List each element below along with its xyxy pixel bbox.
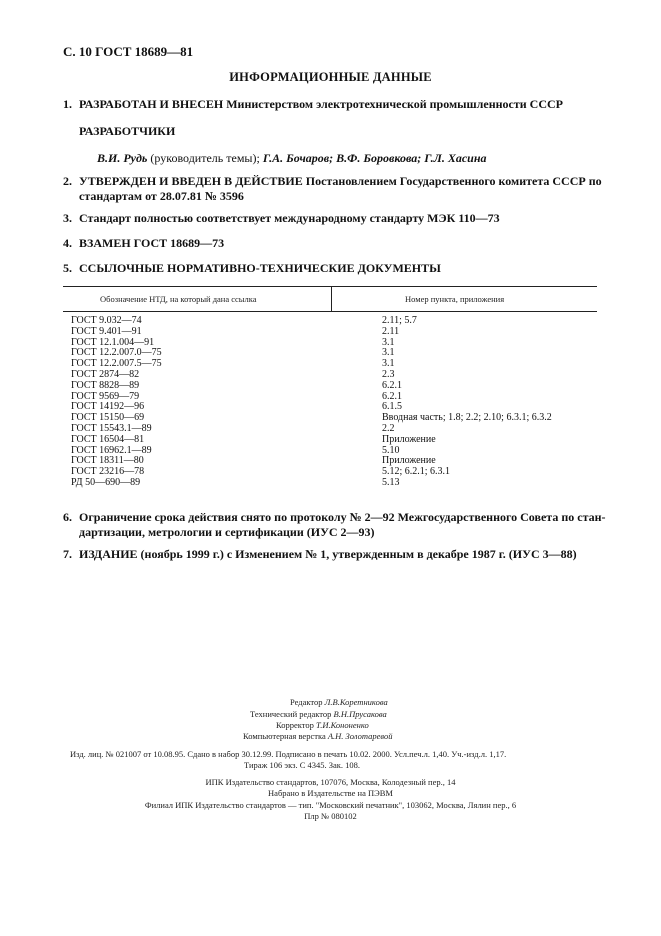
table-cell: 3.1: [382, 336, 395, 348]
table-cell: Приложение: [382, 433, 436, 445]
table-cell: 6.1.5: [382, 401, 402, 413]
table-header-designation: Обозначение НТД, на который дана ссылка: [100, 294, 257, 304]
table-top-rule: [63, 286, 597, 287]
item-7: [63, 547, 577, 562]
table-cell: ГОСТ 9569—79: [71, 390, 140, 402]
imprint-label: Редактор: [290, 697, 325, 707]
page-header: С. 10 ГОСТ 18689—81: [63, 44, 194, 59]
item-5: [63, 261, 441, 276]
item-4: [63, 236, 224, 251]
table-cell: ГОСТ 12.2.007.5—75: [71, 358, 162, 370]
table-cell: 2.3: [382, 368, 395, 380]
item-text: ИЗДАНИЕ (ноябрь 1999 г.) с Изменением № 1, утвержденным в декабре 1987 г. (ИУС 3—88): [79, 547, 577, 561]
table-cell: ГОСТ 14192—96: [71, 401, 145, 413]
table-cell: РД 50—690—89: [71, 476, 141, 488]
table-cell: 3.1: [382, 358, 395, 370]
table-cell: ГОСТ 23216—78: [71, 466, 145, 478]
table-cell: ГОСТ 15543.1—89: [71, 422, 152, 434]
section-title: ИНФОРМАЦИОННЫЕ ДАННЫЕ: [229, 70, 432, 84]
imprint-person: А.Н. Золотаревой: [327, 731, 393, 741]
item-number: 4.: [63, 236, 72, 250]
item-text-line2: дартизации, метрологии и сертификации (ИУС 2—93): [79, 525, 375, 539]
table-cell: ГОСТ 12.1.004—91: [71, 336, 155, 348]
item-number: 1.: [63, 97, 72, 111]
table-column-designations: [71, 316, 162, 489]
item-number: 2.: [63, 174, 72, 188]
imprint-corrector: [276, 720, 369, 732]
imprint-person: Л.В.Коретникова: [324, 697, 388, 707]
imprint-print-data: Изд. лиц. № 021007 от 10.08.95. Сдано в набор 30.12.99. Подписано в печать 10.02. 2000. Усл.печ.л. 1,40. Уч.-изд.л. 1,17.: [70, 749, 507, 759]
table-cell: ГОСТ 8828—89: [71, 379, 140, 391]
imprint-label: Технический редактор: [250, 709, 334, 719]
imprint-label: Компьютерная верстка: [243, 731, 328, 741]
item-number: 5.: [63, 261, 72, 275]
table-cell: ГОСТ 9.032—74: [71, 315, 142, 326]
item-text-line1: УТВЕРЖДЕН И ВВЕДЕН В ДЕЙСТВИЕ Постановлением Государственного комитета СССР по: [79, 174, 602, 188]
item-1: [63, 97, 563, 112]
imprint-person: В.Н.Прусакова: [333, 709, 387, 719]
table-cell: ГОСТ 9.401—91: [71, 325, 142, 337]
item-text: РАЗРАБОТАН И ВНЕСЕН Министерством электротехнической промышленности СССР: [79, 97, 564, 111]
item-number: 3.: [63, 211, 72, 225]
item-number: 6.: [63, 510, 72, 524]
table-cell: 5.13: [382, 476, 400, 488]
table-cell: ГОСТ 2874—82: [71, 368, 140, 380]
table-cell: 2.11: [382, 325, 400, 337]
table-cell: Приложение: [382, 455, 436, 467]
publisher-address: ИПК Издательство стандартов, 107076, Москва, Колодезный пер., 14: [205, 777, 456, 787]
table-header-rule: [63, 311, 597, 312]
item-text: ВЗАМЕН ГОСТ 18689—73: [79, 236, 225, 250]
publisher-branch: Филиал ИПК Издательство стандартов — тип. "Московский печатник", 103062, Москва, Лялин пер., 6: [144, 800, 517, 810]
table-cell: 6.2.1: [382, 390, 402, 402]
table-cell: 2.11; 5.7: [382, 315, 417, 326]
table-cell: 6.2.1: [382, 379, 402, 391]
imprint-editor: [290, 697, 388, 709]
developers-label: РАЗРАБОТЧИКИ: [79, 124, 176, 138]
table-cell: ГОСТ 15150—69: [71, 412, 145, 424]
table-cell: ГОСТ 16504—81: [71, 433, 145, 445]
item-text: Стандарт полностью соответствует международному стандарту МЭК 110—73: [79, 211, 500, 225]
table-cell: 3.1: [382, 347, 395, 359]
table-cell: ГОСТ 18311—80: [71, 455, 144, 467]
item-3: [63, 211, 500, 226]
imprint-label: Корректор: [276, 720, 317, 730]
developers-list: [97, 151, 486, 166]
table-cell: Вводная часть; 1.8; 2.2; 2.10; 6.3.1; 6.3.2: [382, 412, 552, 424]
imprint-run-data: Тираж 106 экз. С 4345. Зак. 108.: [244, 760, 361, 770]
item-text-line2: стандартам от 28.07.81 № 3596: [79, 189, 244, 203]
table-cell: 5.10: [382, 444, 400, 456]
table-cell: 2.2: [382, 422, 395, 434]
table-cell: ГОСТ 16962.1—89: [71, 444, 152, 456]
imprint-tech-editor: [250, 709, 387, 721]
developer-role: (руководитель темы);: [147, 151, 263, 165]
developer-names: Г.А. Бочаров; В.Ф. Боровкова; Г.Л. Хасина: [262, 151, 487, 165]
table-column-clauses: [382, 316, 552, 489]
developer-name: В.И. Рудь: [97, 151, 148, 165]
imprint-layout: [243, 731, 392, 743]
table-header-divider: [331, 286, 332, 311]
item-6: [63, 510, 606, 540]
table-header-clause: Номер пункта, приложения: [405, 294, 505, 304]
publisher-license: Плр № 080102: [304, 811, 357, 821]
item-text: ССЫЛОЧНЫЕ НОРМАТИВНО-ТЕХНИЧЕСКИЕ ДОКУМЕНТЫ: [79, 261, 441, 275]
imprint-person: Т.И.Кононенко: [316, 720, 369, 730]
table-cell: ГОСТ 12.2.007.0—75: [71, 347, 162, 359]
item-text-line1: Ограничение срока действия снято по протоколу № 2—92 Межгосударственного Совета по стан-: [79, 510, 606, 524]
item-number: 7.: [63, 547, 72, 561]
item-2: [63, 174, 602, 204]
table-cell: 5.12; 6.2.1; 6.3.1: [382, 466, 451, 478]
publisher-typeset: Набрано в Издательстве на ПЭВМ: [268, 788, 393, 798]
